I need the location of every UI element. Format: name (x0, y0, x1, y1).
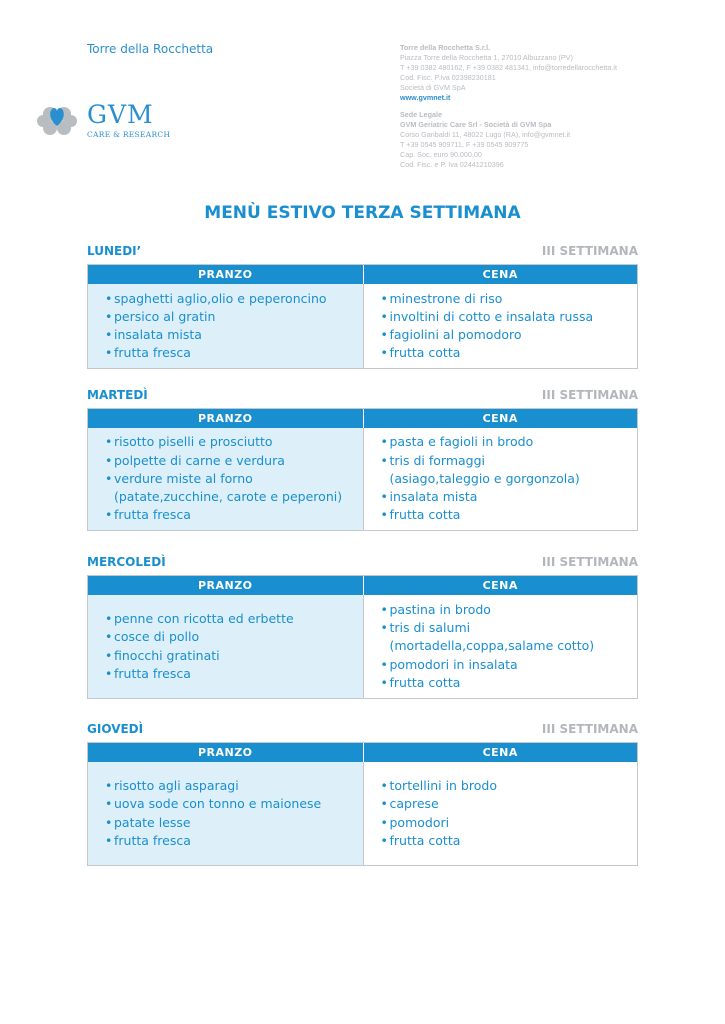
dish-item: • patate lesse (105, 814, 357, 832)
dinner-header: CENA (363, 743, 638, 762)
dish-item: • risotto piselli e prosciutto (105, 433, 357, 451)
dish-item (105, 470, 357, 506)
day-name: LUNEDI’ (87, 244, 142, 258)
dish-item: • pasta e fagioli in brodo (381, 433, 632, 451)
lunch-column (88, 428, 363, 530)
menu-table (87, 742, 638, 866)
page-title: MENÙ ESTIVO TERZA SETTIMANA (204, 203, 521, 223)
day-section-wednesday (87, 555, 638, 699)
dish-item: • pomodori (381, 814, 632, 832)
week-label: III SETTIMANA (541, 722, 638, 736)
dish-item: • tortellini in brodo (381, 777, 632, 795)
dish-item: • spaghetti aglio,olio e peperoncino (105, 290, 357, 308)
dish-item: • frutta cotta (381, 832, 632, 850)
dish-item: • minestrone di riso (381, 290, 632, 308)
menu-table (87, 575, 638, 699)
dish-detail: (asiago,taleggio e gorgonzola) (389, 470, 580, 486)
dish-item: • frutta fresca (105, 832, 357, 850)
dish-item: • penne con ricotta ed erbette (105, 610, 357, 628)
dish-name: tris di salumi (389, 620, 471, 636)
week-label: III SETTIMANA (541, 244, 638, 258)
company-name: Torre della Rocchetta S.r.l. (400, 43, 491, 52)
dish-item: • insalata mista (105, 326, 357, 344)
lunch-header: PRANZO (197, 746, 253, 759)
dish-item: • involtini di cotto e insalata russa (381, 308, 632, 326)
lunch-column (88, 595, 363, 698)
dish-item: • pomodori in insalata (381, 656, 632, 674)
week-label: III SETTIMANA (541, 555, 638, 569)
day-name: GIOVEDÌ (87, 722, 144, 736)
dish-detail: (mortadella,coppa,salame cotto) (389, 638, 595, 654)
dish-item: • polpette di carne e verdura (105, 452, 357, 470)
dinner-column (363, 762, 638, 865)
dish-item: • persico al gratin (105, 308, 357, 326)
dinner-header: CENA (363, 576, 638, 595)
logo-subtitle: CARE & RESEARCH (87, 130, 171, 139)
four-hearts-logo-icon (34, 97, 80, 143)
day-section-tuesday (87, 388, 638, 531)
day-section-monday (87, 244, 638, 369)
company-website[interactable]: www.gvmnet.it (400, 93, 451, 102)
legal-address: Corso Garibaldi 11, 48022 Lugo (RA), info@gvmnet.it (400, 130, 571, 139)
logo-text: GVM (87, 100, 154, 129)
dish-name: tris di formaggi (389, 452, 486, 468)
day-name: MARTEDÌ (87, 388, 148, 402)
legal-contacts: T +39 0545 909711, F +39 0545 909775 (400, 140, 529, 149)
company-contacts: T +39 0382 480162, F +39 0382 481341, info@torredellarocchetta.it (400, 63, 617, 72)
dish-item: • frutta cotta (381, 674, 632, 692)
dish-item (381, 452, 632, 488)
dish-item: • fagiolini al pomodoro (381, 326, 632, 344)
menu-table (87, 264, 638, 369)
legal-capital: Cap. Soc. euro 90.000,00 (400, 150, 482, 159)
dish-item: • uova sode con tonno e maionese (105, 795, 357, 813)
week-label: III SETTIMANA (541, 388, 638, 402)
dish-detail: (patate,zucchine, carote e peperoni) (114, 489, 343, 505)
dish-item: • insalata mista (381, 488, 632, 506)
dish-item: • risotto agli asparagi (105, 777, 357, 795)
day-name: MERCOLEDÌ (87, 555, 166, 569)
legal-heading: Sede Legale (400, 110, 442, 119)
dish-name: verdure miste al forno (114, 470, 253, 486)
dish-item (381, 619, 632, 655)
dish-item: • frutta fresca (105, 665, 357, 683)
dish-item: • pastina in brodo (381, 601, 632, 619)
menu-table (87, 408, 638, 531)
dish-item: • caprese (381, 795, 632, 813)
lunch-header: PRANZO (197, 412, 253, 425)
dish-item: • frutta cotta (381, 506, 632, 524)
legal-tax-code: Cod. Fisc. e P. Iva 02441210396 (400, 160, 504, 169)
dish-item: • frutta cotta (381, 344, 632, 362)
lunch-column (88, 762, 363, 865)
brand-name: Torre della Rocchetta (87, 42, 214, 56)
dish-item: • cosce di pollo (105, 628, 357, 646)
company-tax-code: Cod. Fisc. P.Iva 02398230181 (400, 73, 496, 82)
lunch-header: PRANZO (197, 268, 253, 281)
dinner-column (363, 595, 638, 698)
lunch-column (88, 284, 363, 368)
dinner-header: CENA (363, 409, 638, 428)
dinner-column (363, 284, 638, 368)
gvm-logo (34, 97, 174, 147)
company-parent: Società di GVM SpA (400, 83, 466, 92)
dinner-header: CENA (363, 265, 638, 284)
day-section-thursday (87, 722, 638, 866)
dish-item: • finocchi gratinati (105, 647, 357, 665)
dinner-column (363, 428, 638, 530)
company-address: Piazza Torre della Rocchetta 1, 27010 Albuzzano (PV) (400, 53, 573, 62)
legal-company: GVM Geriatric Care Srl - Società di GVM Spa (400, 120, 552, 129)
dish-item: • frutta fresca (105, 506, 357, 524)
dish-item: • frutta fresca (105, 344, 357, 362)
company-info (400, 43, 700, 170)
lunch-header: PRANZO (197, 579, 253, 592)
